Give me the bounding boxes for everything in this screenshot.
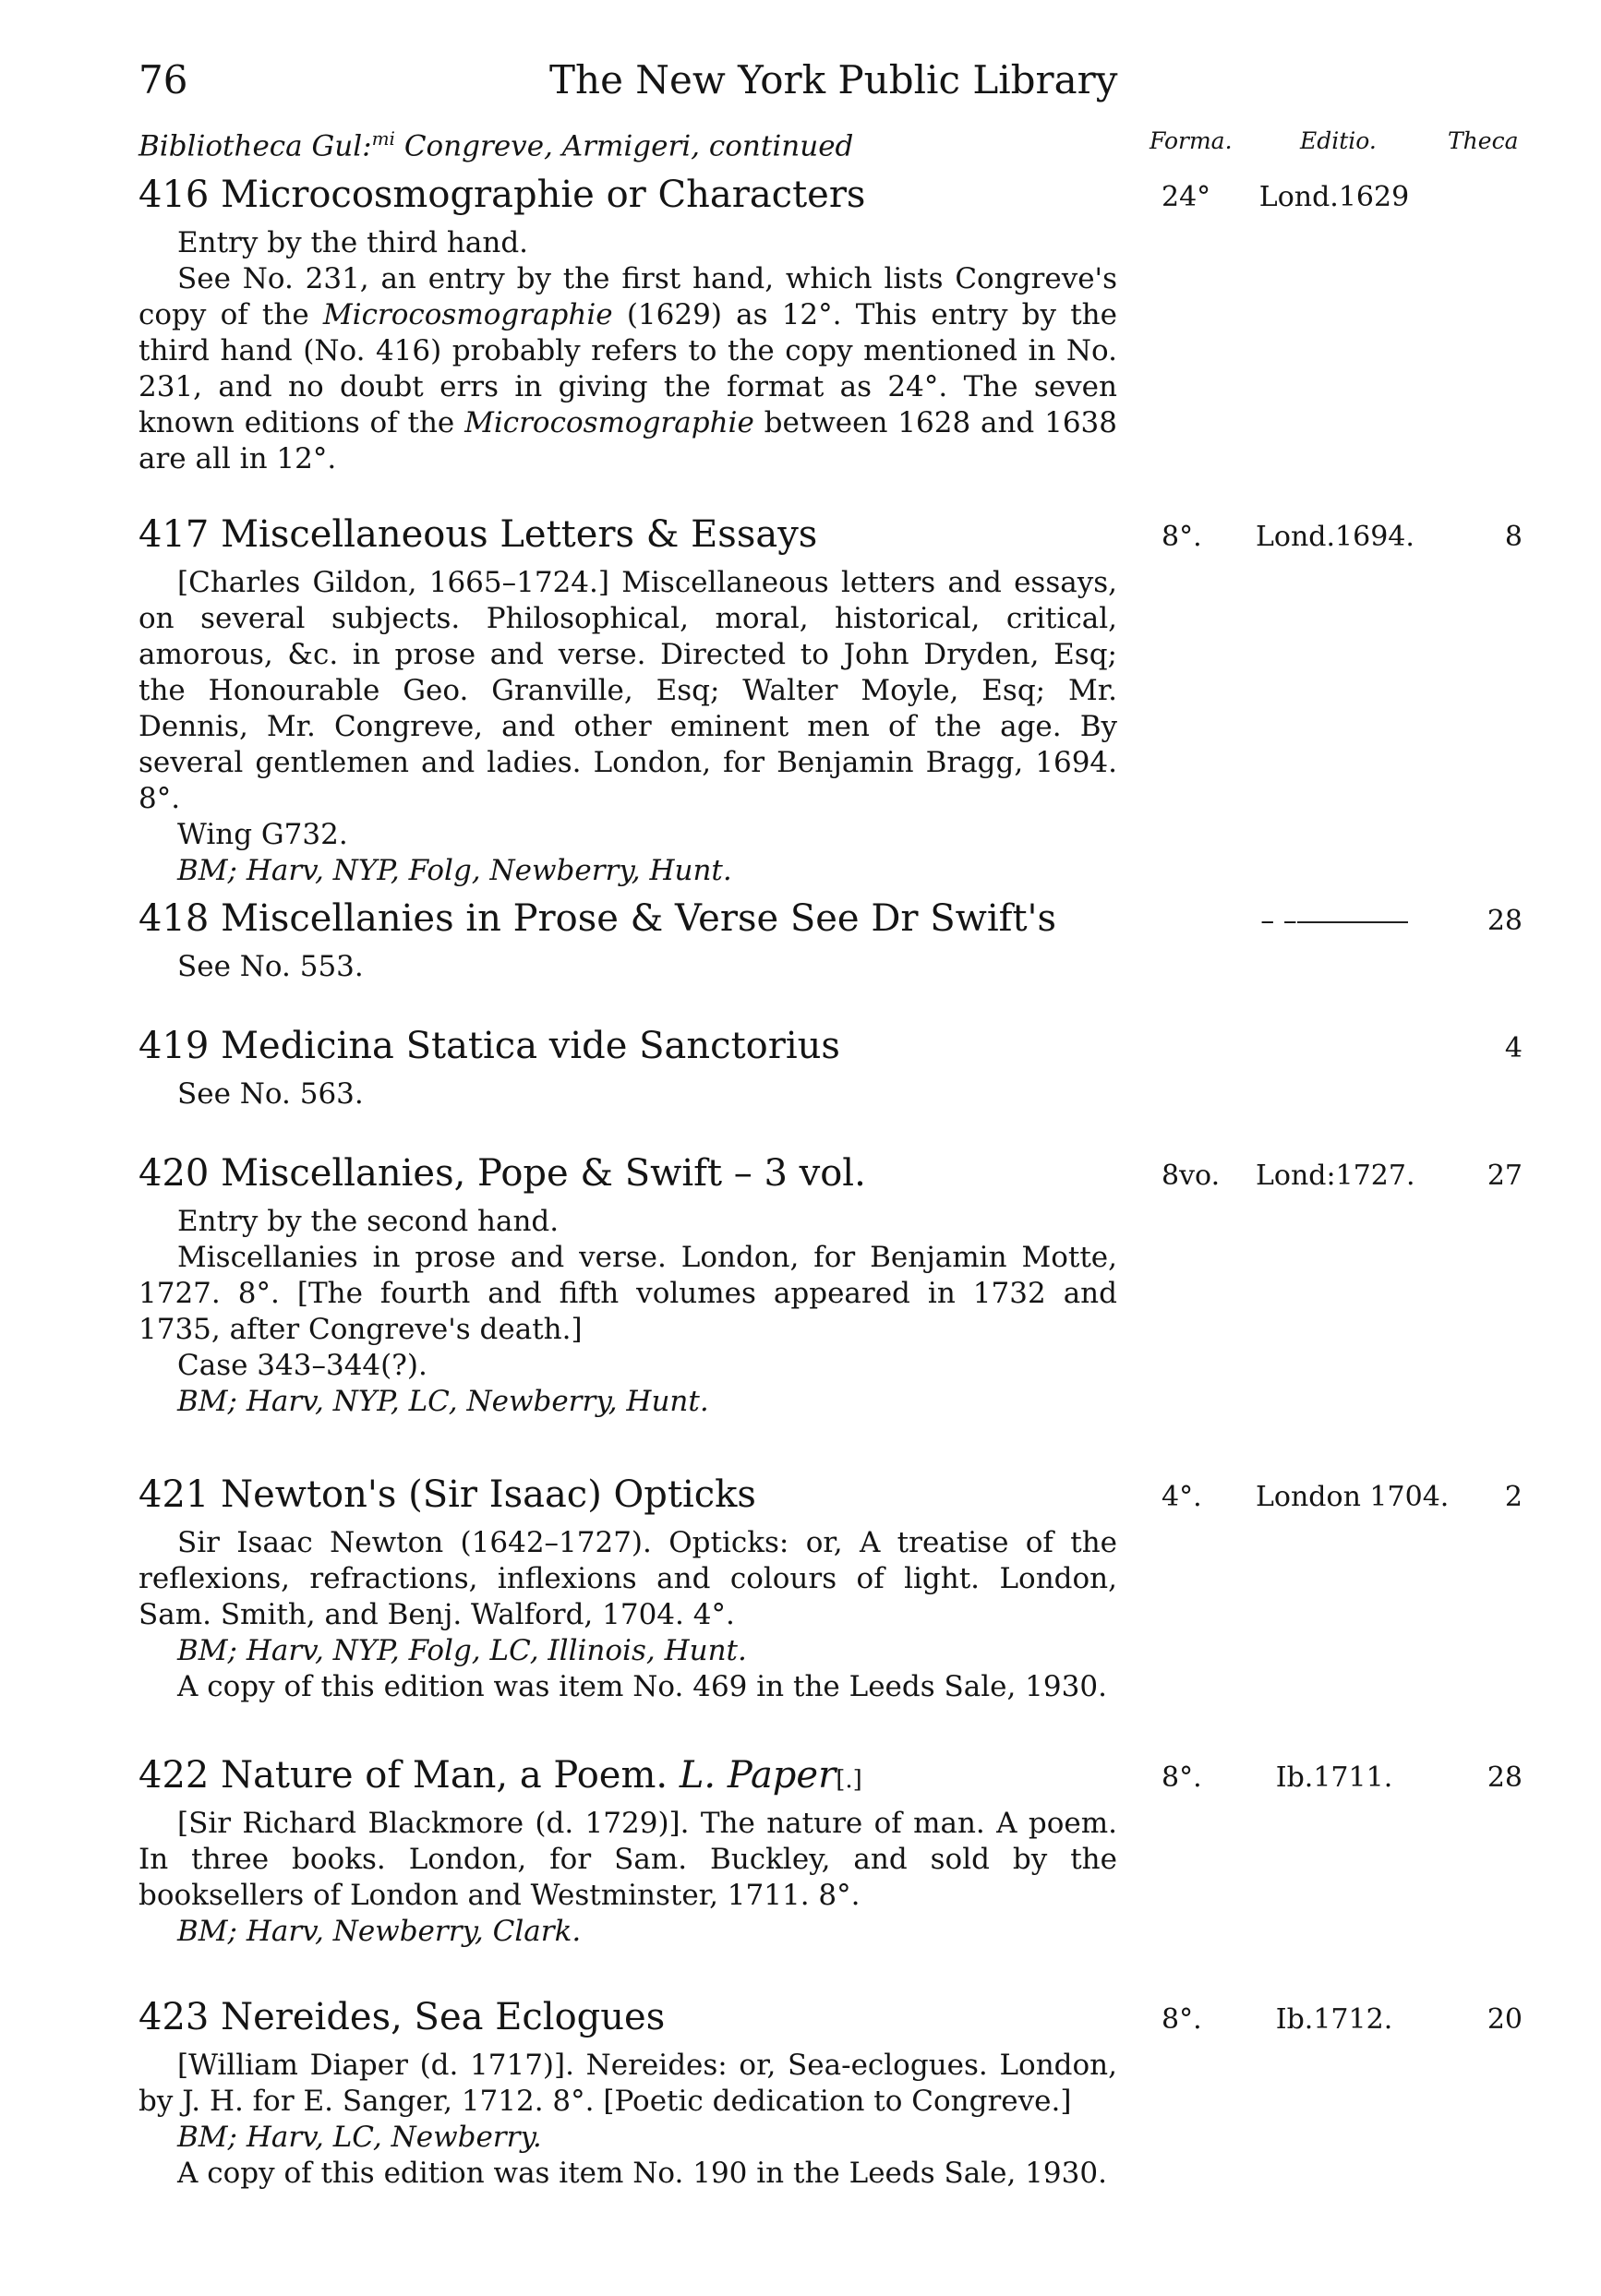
entry-reference: Case 343–344(?).: [177, 1349, 427, 1382]
entry-editio: Lond:1727.: [1256, 1160, 1415, 1192]
entry-theca: 28: [1487, 1761, 1523, 1794]
entry-reference: See No. 563.: [177, 1077, 364, 1111]
catalog-entry: [0, 1025, 1601, 1112]
entry-title: 421 Newton's (Sir Isaac) Opticks: [138, 1473, 756, 1516]
entry-locations: BM; Harv, NYP, LC, Newberry, Hunt.: [177, 1385, 709, 1418]
entry-theca: 20: [1487, 2003, 1523, 2036]
catalog-entry: [0, 513, 1601, 889]
entry-title: 419 Medicina Statica vide Sanctorius: [138, 1025, 840, 1067]
entry-description: Sir Isaac Newton (1642–1727). Opticks: or, A treatise of the reflexions, refractions, inflexions and colours of light. London, Sam. Smith, and Benj. Walford, 1704. 4°.: [138, 1526, 1117, 1631]
entry-reference: Wing G732.: [177, 818, 348, 851]
entry-forma: 24°: [1162, 181, 1211, 213]
entry-title: 418 Miscellanies in Prose & Verse See Dr Swift's: [138, 897, 1057, 940]
entry-description: [William Diaper (d. 1717)]. Nereides: or, Sea-eclogues. London, by J. H. for E. Sanger, 1712. 8°. [Poetic dedication to Congreve.]: [138, 2049, 1117, 2118]
entry-editio: Ib.1711.: [1275, 1761, 1393, 1794]
entry-description: [Sir Richard Blackmore (d. 1729)]. The nature of man. A poem. In three books. London, for Sam. Buckley, and sold by the booksellers of London and Westminster, 1711. 8°.: [138, 1807, 1117, 1912]
entry-theca: 4: [1504, 1032, 1523, 1064]
entry-theca: 8: [1504, 521, 1523, 553]
entry-locations: BM; Harv, NYP, Folg, Newberry, Hunt.: [177, 854, 732, 887]
entry-title: 423 Nereides, Sea Eclogues: [138, 1996, 666, 2038]
entry-locations: BM; Harv, NYP, Folg, LC, Illinois, Hunt.: [177, 1634, 747, 1667]
entry-title: 416 Microcosmographie or Characters: [138, 174, 866, 216]
entry-editio: Lond.1694.: [1256, 521, 1414, 553]
catalog-entry: [0, 1754, 1601, 1950]
entry-note: A copy of this edition was item No. 190 in the Leeds Sale, 1930.: [177, 2157, 1107, 2190]
entry-reference: See No. 553.: [177, 950, 364, 983]
entry-theca: 27: [1487, 1160, 1523, 1192]
entry-editio: Lond.1629: [1258, 181, 1410, 213]
entry-title: 422 Nature of Man, a Poem. L. Paper[.]: [138, 1754, 862, 1797]
entry-forma: 8°.: [1162, 1761, 1202, 1794]
entry-editio: Ib.1712.: [1275, 2003, 1393, 2036]
entry-forma: 8vo.: [1162, 1160, 1221, 1192]
entry-note: A copy of this edition was item No. 469 in the Leeds Sale, 1930.: [177, 1670, 1107, 1703]
running-head: The New York Public Library: [549, 57, 1118, 102]
entry-theca: 28: [1487, 905, 1523, 937]
continued-heading: Bibliotheca Gul:$^{mi}$ Congreve, Armigeri, continued: [138, 127, 854, 163]
entry-editio: – –: [1256, 905, 1413, 937]
column-head-forma: Forma.: [1150, 127, 1233, 154]
column-head-editio: Editio.: [1300, 127, 1377, 154]
entry-description: See No. 231, an entry by the first hand, which lists Congreve's copy of the Microcosmographie (1629) as 12°. This entry by the third hand (No. 416) probably refers to the copy mentioned in No. 231, and no doubt errs in giving the format as 24°. The seven known editions of the Microcosmographie between 1628 and 1638 are all in 12°.: [138, 262, 1117, 475]
entry-note: Entry by the second hand.: [177, 1205, 560, 1238]
entry-title: 420 Miscellanies, Pope & Swift – 3 vol.: [138, 1152, 866, 1195]
entry-title: 417 Miscellaneous Letters & Essays: [138, 513, 818, 556]
catalog-entry: [0, 1996, 1601, 2192]
entry-locations: BM; Harv, Newberry, Clark.: [177, 1915, 582, 1948]
catalog-entry: [0, 1473, 1601, 1705]
catalog-entry: [0, 1152, 1601, 1420]
entry-description: [Charles Gildon, 1665–1724.] Miscellaneous letters and essays, on several subjects. Philosophical, moral, historical, critical, amorous, &c. in prose and verse. Directed to John Dryden, Esq; the Honourable Geo. Granville, Esq; Walter Moyle, Esq; Mr. Dennis, Mr. Congreve, and other eminent men of the age. By several gentlemen and ladies. London, for Benjamin Bragg, 1694. 8°.: [138, 566, 1117, 815]
column-head-theca: Theca: [1448, 127, 1519, 154]
entry-editio: London 1704.: [1256, 1481, 1450, 1513]
entry-note: Entry by the third hand.: [177, 226, 529, 259]
entry-forma: 8°.: [1162, 521, 1202, 553]
entry-description: Miscellanies in prose and verse. London, for Benjamin Motte, 1727. 8°. [The fourth and fifth volumes appeared in 1732 and 1735, after Congreve's death.]: [138, 1241, 1117, 1346]
entry-forma: 4°.: [1162, 1481, 1202, 1513]
page-number: 76: [138, 57, 188, 102]
catalog-entry: [0, 174, 1601, 477]
catalog-entry: [0, 897, 1601, 985]
entry-forma: 8°.: [1162, 2003, 1202, 2036]
entry-locations: BM; Harv, LC, Newberry.: [177, 2121, 542, 2154]
entry-theca: 2: [1504, 1481, 1523, 1513]
